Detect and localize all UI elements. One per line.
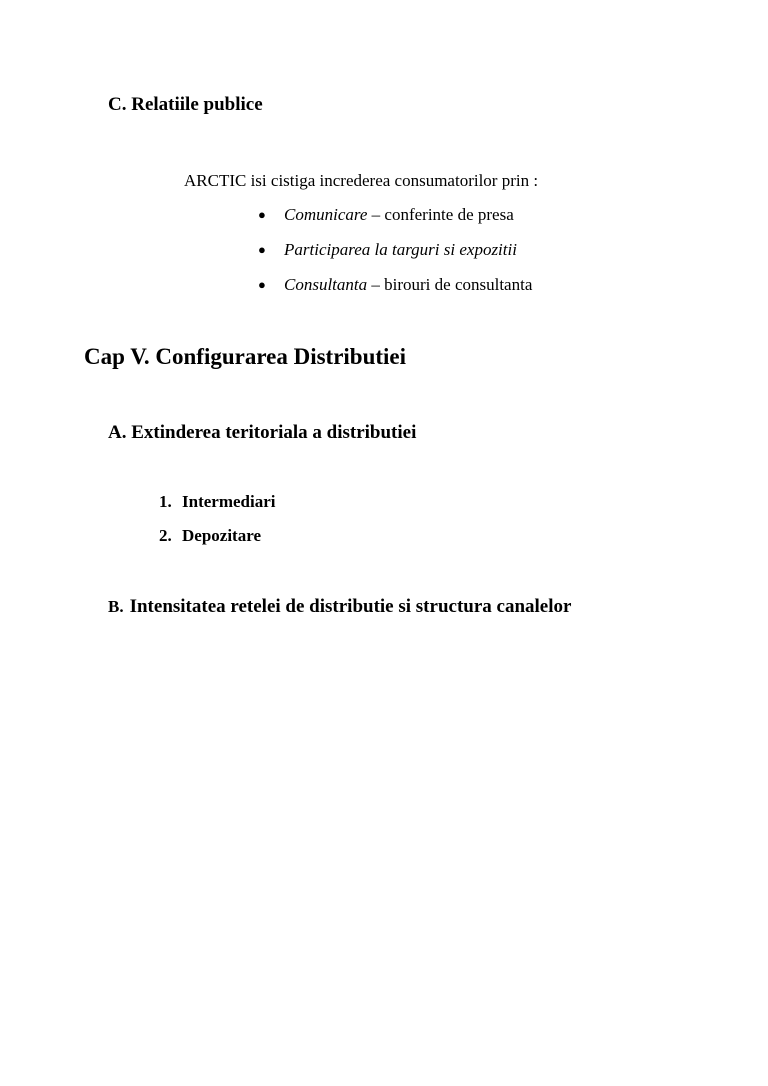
list-item-number: 2. <box>159 526 172 545</box>
section-b-prefix: B. <box>108 597 124 616</box>
bullet-emphasis: Comunicare <box>284 205 368 224</box>
bullet-text: – birouri de consultanta <box>367 275 533 294</box>
section-a-heading: A. Extinderea teritoriala a distributiei <box>108 422 417 443</box>
section-b-heading <box>108 594 571 618</box>
bullet-emphasis: Participarea la targuri si expozitii <box>284 240 517 259</box>
section-b-title: Intensitatea retelei de distributie si structura canalelor <box>129 596 572 617</box>
bullet-icon: ● <box>258 207 266 222</box>
list-item-number: 1. <box>159 492 172 511</box>
bullet-icon: ● <box>258 242 266 257</box>
section-c-intro: ARCTIC isi cistiga increderea consumatorilor prin : <box>184 171 539 190</box>
bullet-icon: ● <box>258 277 266 292</box>
section-c-heading: C. Relatiile publice <box>108 94 263 115</box>
chapter-heading: Cap V. Configurarea Distributiei <box>84 344 407 369</box>
list-item-label: Depozitare <box>182 526 261 545</box>
bullet-text: – conferinte de presa <box>367 205 514 224</box>
list-item <box>159 526 261 546</box>
list-item <box>159 492 275 512</box>
bullet-emphasis: Consultanta <box>284 275 368 294</box>
list-item-label: Intermediari <box>182 492 276 511</box>
